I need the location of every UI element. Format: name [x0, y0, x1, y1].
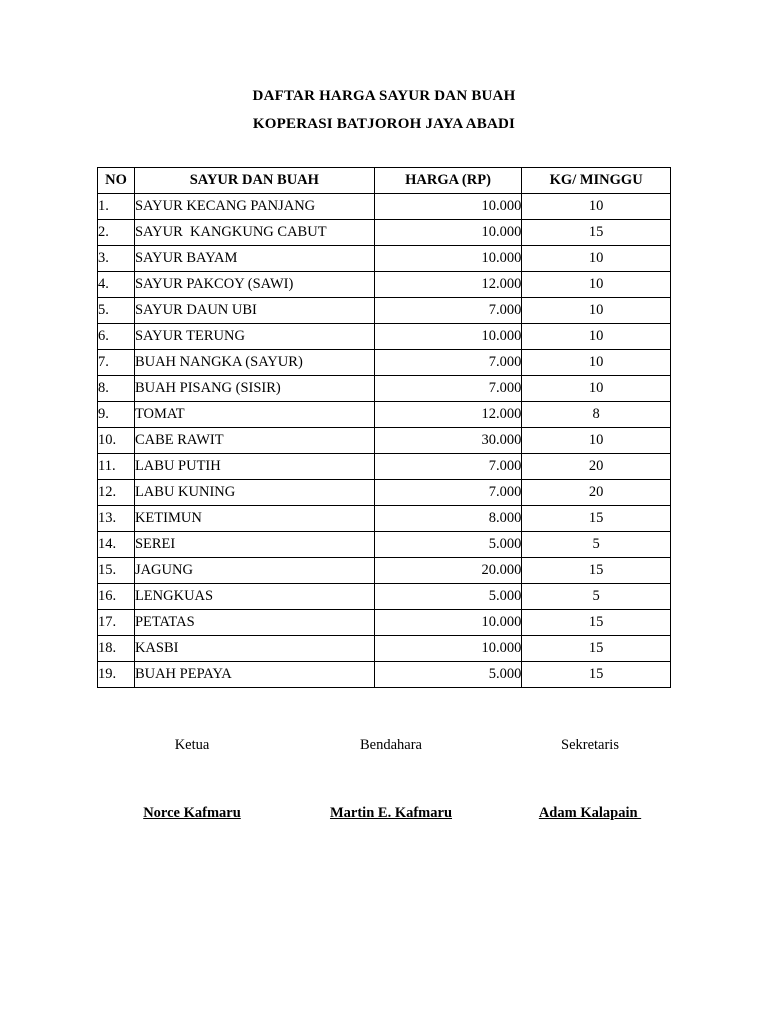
item-name: SEREI	[134, 532, 374, 558]
item-price: 10.000	[374, 324, 522, 350]
item-price: 10.000	[374, 194, 522, 220]
item-price: 7.000	[374, 480, 522, 506]
item-qty: 15	[522, 610, 671, 636]
table-row	[98, 506, 671, 532]
table-header-row	[98, 168, 671, 194]
item-qty: 20	[522, 480, 671, 506]
signature-role-bendahara: Bendahara	[360, 737, 422, 753]
row-number: 13.	[98, 506, 135, 532]
item-qty: 10	[522, 324, 671, 350]
item-qty: 8	[522, 402, 671, 428]
item-qty: 15	[522, 220, 671, 246]
table-row	[98, 480, 671, 506]
signature-name-sekretaris: Adam Kalapain	[538, 805, 642, 821]
item-price: 5.000	[374, 584, 522, 610]
item-name: BUAH NANGKA (SAYUR)	[134, 350, 374, 376]
table-row	[98, 584, 671, 610]
row-number: 8.	[98, 376, 135, 402]
row-number: 14.	[98, 532, 135, 558]
table-row	[98, 402, 671, 428]
item-name: KETIMUN	[134, 506, 374, 532]
item-name: SAYUR KANGKUNG CABUT	[134, 220, 374, 246]
row-number: 11.	[98, 454, 135, 480]
table-row	[98, 376, 671, 402]
item-name: BUAH PEPAYA	[134, 662, 374, 688]
document-title: DAFTAR HARGA SAYUR DAN BUAH	[252, 88, 516, 104]
item-price: 12.000	[374, 402, 522, 428]
item-qty: 15	[522, 662, 671, 688]
row-number: 15.	[98, 558, 135, 584]
item-price: 7.000	[374, 350, 522, 376]
item-name: TOMAT	[134, 402, 374, 428]
table-row	[98, 194, 671, 220]
table-row	[98, 610, 671, 636]
item-qty: 10	[522, 376, 671, 402]
item-price: 10.000	[374, 610, 522, 636]
item-qty: 15	[522, 636, 671, 662]
row-number: 1.	[98, 194, 135, 220]
header-price: HARGA (RP)	[374, 168, 522, 194]
item-name: CABE RAWIT	[134, 428, 374, 454]
item-qty: 15	[522, 558, 671, 584]
item-qty: 10	[522, 298, 671, 324]
item-price: 7.000	[374, 298, 522, 324]
document-subtitle: KOPERASI BATJOROH JAYA ABADI	[252, 116, 516, 132]
item-qty: 10	[522, 194, 671, 220]
header-item: SAYUR DAN BUAH	[134, 168, 374, 194]
item-qty: 10	[522, 272, 671, 298]
row-number: 3.	[98, 246, 135, 272]
item-price: 7.000	[374, 376, 522, 402]
table-row	[98, 246, 671, 272]
price-table	[97, 167, 671, 688]
row-number: 19.	[98, 662, 135, 688]
row-number: 6.	[98, 324, 135, 350]
item-qty: 15	[522, 506, 671, 532]
item-price: 5.000	[374, 662, 522, 688]
row-number: 18.	[98, 636, 135, 662]
item-name: LABU PUTIH	[134, 454, 374, 480]
table-row	[98, 636, 671, 662]
item-price: 10.000	[374, 636, 522, 662]
item-name: SAYUR BAYAM	[134, 246, 374, 272]
signature-role-sekretaris: Sekretaris	[561, 737, 619, 753]
table-row	[98, 454, 671, 480]
item-price: 7.000	[374, 454, 522, 480]
row-number: 16.	[98, 584, 135, 610]
signature-name-bendahara: Martin E. Kafmaru	[329, 805, 453, 821]
item-name: KASBI	[134, 636, 374, 662]
item-name: SAYUR DAUN UBI	[134, 298, 374, 324]
row-number: 10.	[98, 428, 135, 454]
row-number: 9.	[98, 402, 135, 428]
item-qty: 20	[522, 454, 671, 480]
table-row	[98, 220, 671, 246]
item-qty: 10	[522, 246, 671, 272]
item-name: LABU KUNING	[134, 480, 374, 506]
item-name: JAGUNG	[134, 558, 374, 584]
table-row	[98, 272, 671, 298]
item-qty: 5	[522, 532, 671, 558]
signature-role-ketua: Ketua	[174, 737, 210, 753]
item-name: LENGKUAS	[134, 584, 374, 610]
table-row	[98, 324, 671, 350]
table-row	[98, 298, 671, 324]
row-number: 4.	[98, 272, 135, 298]
table-row	[98, 350, 671, 376]
item-price: 5.000	[374, 532, 522, 558]
row-number: 7.	[98, 350, 135, 376]
row-number: 17.	[98, 610, 135, 636]
item-name: SAYUR TERUNG	[134, 324, 374, 350]
header-no: NO	[98, 168, 135, 194]
item-name: SAYUR PAKCOY (SAWI)	[134, 272, 374, 298]
item-price: 20.000	[374, 558, 522, 584]
item-price: 8.000	[374, 506, 522, 532]
item-name: SAYUR KECANG PANJANG	[134, 194, 374, 220]
table-row	[98, 558, 671, 584]
row-number: 2.	[98, 220, 135, 246]
item-name: BUAH PISANG (SISIR)	[134, 376, 374, 402]
item-qty: 5	[522, 584, 671, 610]
item-price: 12.000	[374, 272, 522, 298]
row-number: 5.	[98, 298, 135, 324]
table-row	[98, 428, 671, 454]
signature-name-ketua: Norce Kafmaru	[143, 805, 241, 821]
item-name: PETATAS	[134, 610, 374, 636]
item-qty: 10	[522, 428, 671, 454]
table-row	[98, 532, 671, 558]
header-qty: KG/ MINGGU	[522, 168, 671, 194]
table-row	[98, 662, 671, 688]
item-price: 10.000	[374, 246, 522, 272]
row-number: 12.	[98, 480, 135, 506]
item-price: 10.000	[374, 220, 522, 246]
item-qty: 10	[522, 350, 671, 376]
item-price: 30.000	[374, 428, 522, 454]
